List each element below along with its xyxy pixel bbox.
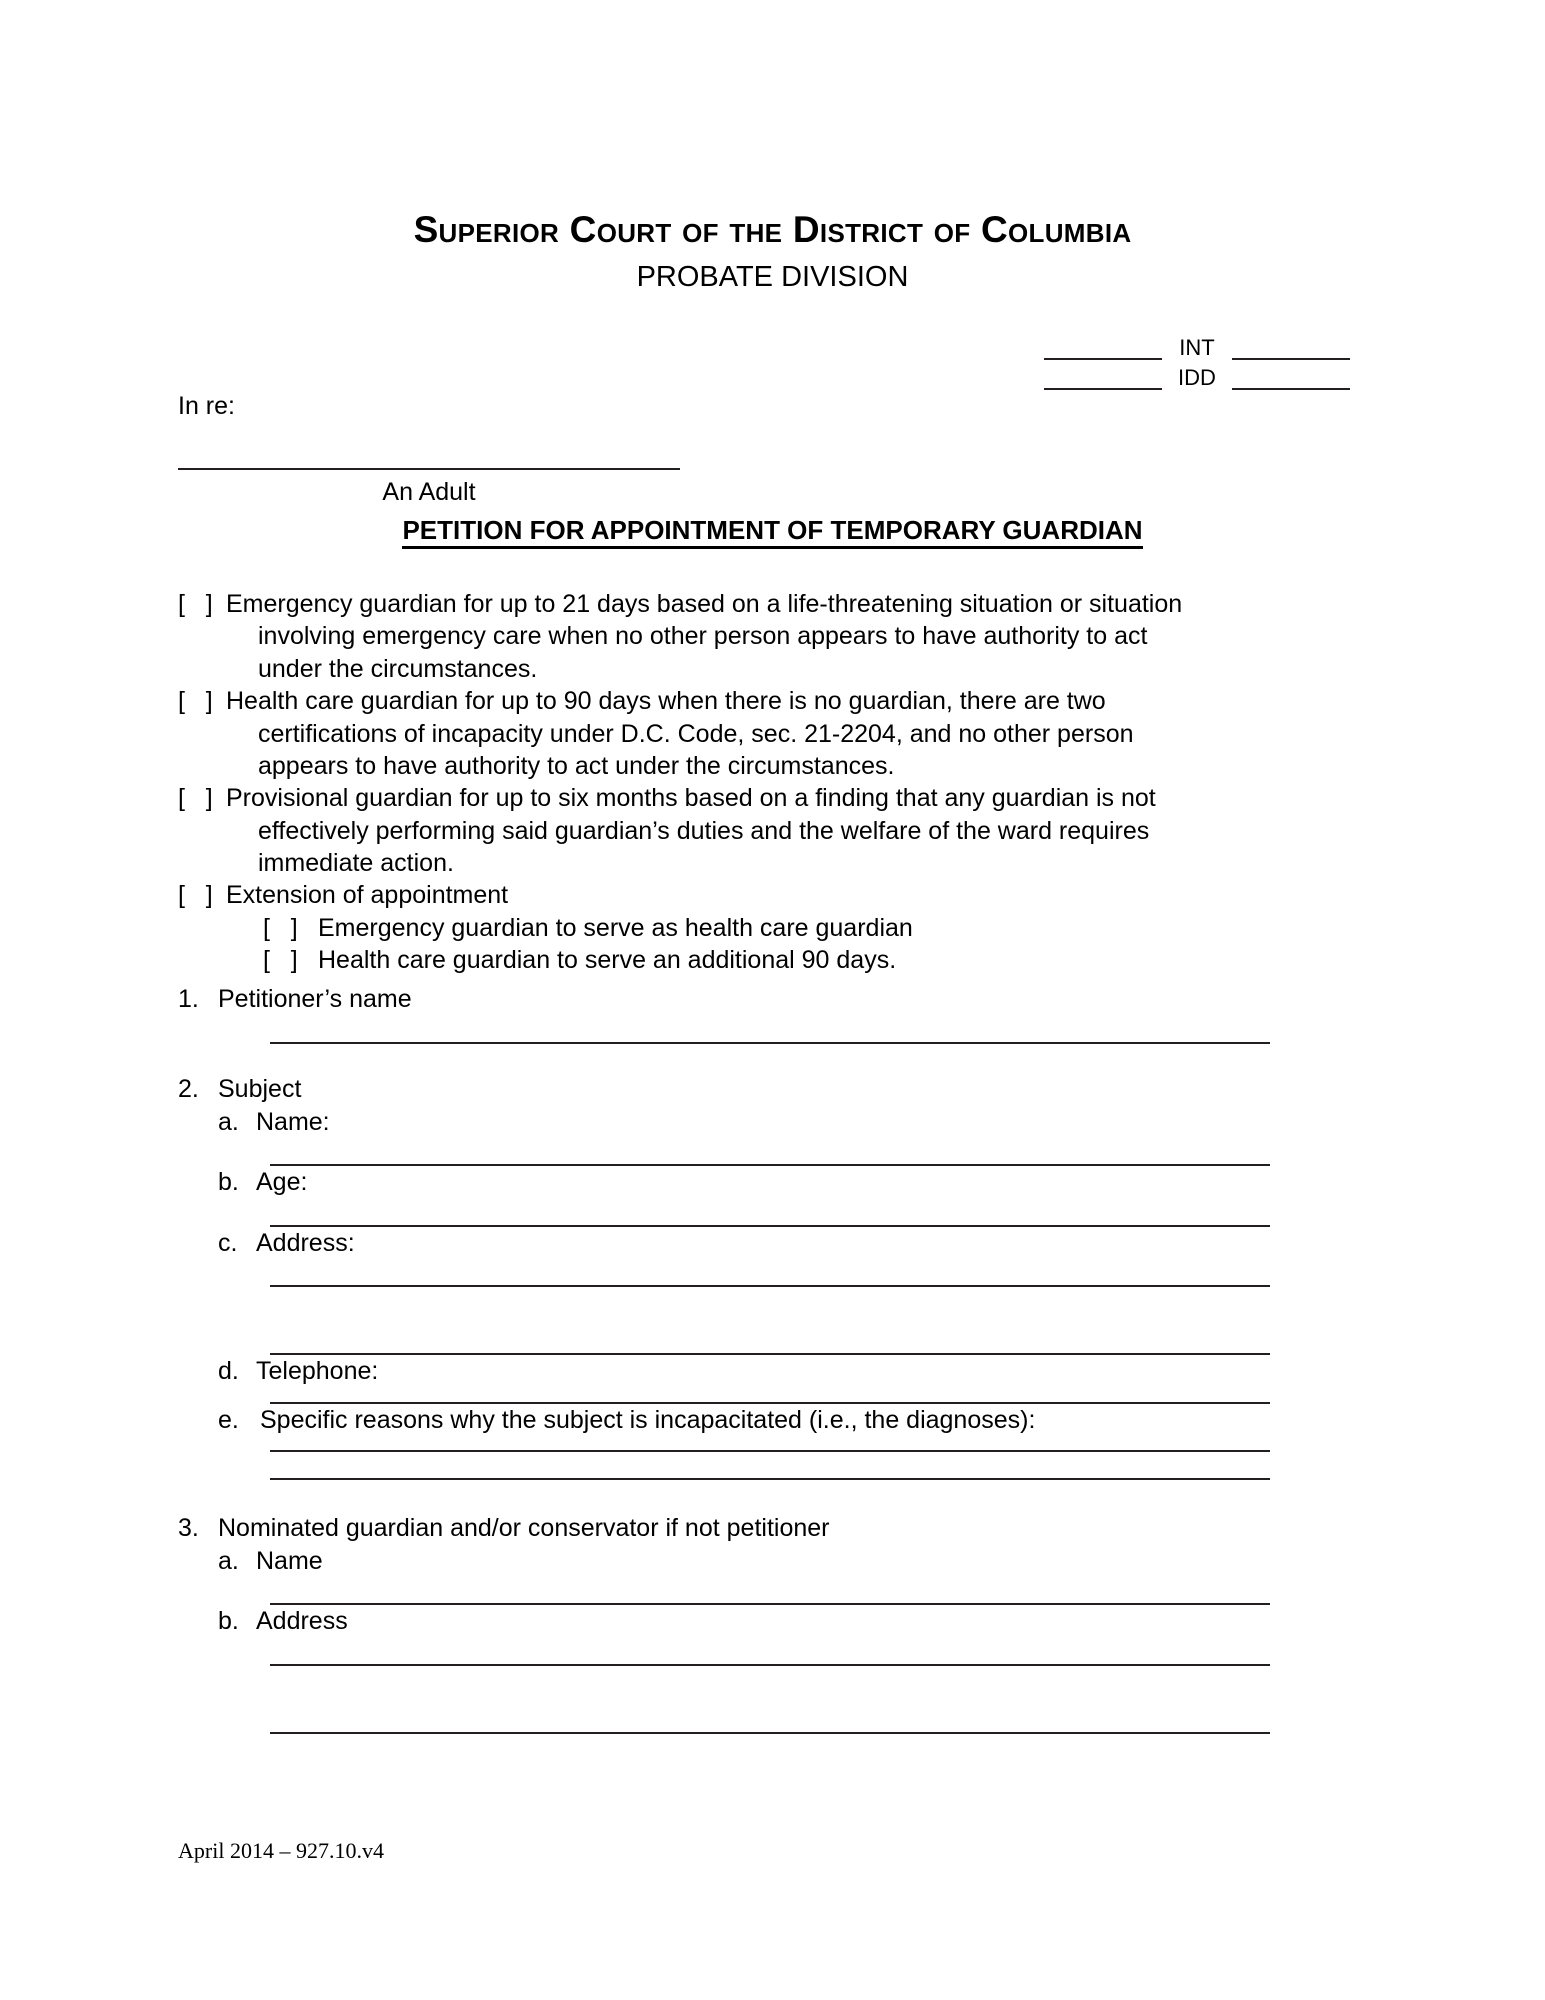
section-subject bbox=[178, 1073, 1358, 1480]
option-extension-of-appointment[interactable] bbox=[178, 879, 1356, 911]
int-blank-left[interactable] bbox=[1044, 338, 1162, 360]
option-line-1: Health care guardian for up to 90 days when there is no guardian, there are two bbox=[226, 687, 1106, 716]
option-line-2: effectively performing said guardian’s duties and the welfare of the ward requires bbox=[258, 816, 1150, 845]
checkbox-extension-additional-90-days[interactable]: [ ] bbox=[263, 946, 298, 975]
item3-heading bbox=[178, 1512, 1358, 1545]
option-extension-additional-90-days[interactable] bbox=[178, 944, 1356, 976]
idd-row bbox=[990, 360, 1350, 390]
subject-diagnoses-blank-2[interactable] bbox=[270, 1478, 1270, 1480]
option-health-care-guardian[interactable] bbox=[178, 685, 1356, 782]
section-petitioner-name bbox=[178, 983, 1358, 1044]
item2e-label: Specific reasons why the subject is incapacitated (i.e., the diagnoses): bbox=[260, 1405, 1036, 1434]
checkbox-provisional-guardian[interactable]: [ ] bbox=[178, 784, 213, 813]
option-line-3: under the circumstances. bbox=[258, 654, 538, 683]
option-line-2: certifications of incapacity under D.C. Code, sec. 21-2204, and no other person bbox=[258, 719, 1134, 748]
option-provisional-guardian-text bbox=[226, 782, 1356, 879]
case-code-block bbox=[990, 330, 1350, 390]
item2-marker: 2. bbox=[178, 1075, 199, 1103]
form-footer: April 2014 – 927.10.v4 bbox=[178, 1838, 384, 1863]
section-nominated-guardian bbox=[178, 1512, 1358, 1734]
option-provisional-guardian[interactable] bbox=[178, 782, 1356, 879]
item2c-label: Address: bbox=[256, 1228, 355, 1257]
idd-blank-right[interactable] bbox=[1232, 368, 1350, 390]
petition-title bbox=[0, 515, 1545, 546]
item2a-marker: a. bbox=[218, 1107, 239, 1136]
option-line-1: Provisional guardian for up to six months based on a finding that any guardian is not bbox=[226, 784, 1156, 813]
petitioner-name-blank[interactable] bbox=[270, 1042, 1270, 1044]
item1-marker: 1. bbox=[178, 985, 199, 1013]
guardian-type-list bbox=[178, 588, 1356, 977]
item2b-heading bbox=[178, 1166, 1358, 1199]
item1-label: Petitioner’s name bbox=[218, 985, 412, 1013]
in-re-label: In re: bbox=[178, 392, 235, 420]
item3-label: Nominated guardian and/or conservator if not petitioner bbox=[218, 1514, 830, 1542]
item2a-heading bbox=[178, 1106, 1358, 1139]
checkbox-emergency-guardian[interactable]: [ ] bbox=[178, 590, 213, 618]
item2c-marker: c. bbox=[218, 1228, 238, 1257]
item2a-label: Name: bbox=[256, 1107, 330, 1136]
item2c-heading bbox=[178, 1227, 1358, 1260]
checkbox-health-care-guardian[interactable]: [ ] bbox=[178, 687, 213, 716]
division-subtitle: PROBATE DIVISION bbox=[636, 261, 909, 293]
checkbox-extension-of-appointment[interactable]: [ ] bbox=[178, 881, 213, 910]
item2b-label: Age: bbox=[256, 1168, 308, 1196]
option-extension-emergency-to-health[interactable] bbox=[178, 912, 1356, 944]
idd-label: IDD bbox=[1178, 365, 1216, 390]
option-health-care-guardian-text bbox=[226, 685, 1356, 782]
int-blank-right[interactable] bbox=[1232, 338, 1350, 360]
item3a-heading bbox=[178, 1545, 1358, 1578]
item3a-marker: a. bbox=[218, 1546, 239, 1575]
int-row bbox=[990, 330, 1350, 360]
item1-heading bbox=[178, 983, 1358, 1016]
petition-title-text: PETITION FOR APPOINTMENT OF TEMPORARY GUARDIAN bbox=[402, 515, 1142, 549]
item2e-marker: e. bbox=[218, 1405, 239, 1434]
item2e-heading bbox=[178, 1404, 1358, 1437]
option-emergency-guardian-text bbox=[226, 588, 1356, 685]
option-emergency-guardian[interactable] bbox=[178, 588, 1356, 685]
option-line-1: Emergency guardian for up to 21 days based on a life-threatening situation or situation bbox=[226, 590, 1183, 618]
int-label: INT bbox=[1179, 335, 1215, 360]
item3b-heading bbox=[178, 1605, 1358, 1638]
subject-caption: An Adult bbox=[382, 478, 476, 506]
option-line-2: involving emergency care when no other person appears to have authority to act bbox=[258, 622, 1148, 651]
option-line-3: appears to have authority to act under the circumstances. bbox=[258, 751, 895, 780]
item3b-label: Address bbox=[256, 1607, 348, 1635]
item2d-marker: d. bbox=[218, 1357, 239, 1385]
item2d-label: Telephone: bbox=[256, 1357, 379, 1385]
court-title: Superior Court of the District of Columbia bbox=[413, 209, 1132, 250]
item2-heading bbox=[178, 1073, 1358, 1106]
option-extension-emergency-to-health-text: Emergency guardian to serve as health care guardian bbox=[318, 913, 913, 942]
item3a-label: Name bbox=[256, 1546, 323, 1575]
item3-marker: 3. bbox=[178, 1514, 199, 1542]
item3b-marker: b. bbox=[218, 1607, 239, 1635]
item2b-marker: b. bbox=[218, 1168, 239, 1196]
item2d-heading bbox=[178, 1355, 1358, 1388]
option-line-3: immediate action. bbox=[258, 849, 454, 877]
nominated-guardian-address-blank-2[interactable] bbox=[270, 1732, 1270, 1734]
option-extension-label: Extension of appointment bbox=[226, 881, 509, 910]
item2-label: Subject bbox=[218, 1075, 302, 1103]
checkbox-extension-emergency-to-health[interactable]: [ ] bbox=[263, 913, 298, 942]
subject-name-blank[interactable] bbox=[178, 468, 680, 470]
option-extension-additional-90-days-text: Health care guardian to serve an additional 90 days. bbox=[318, 946, 897, 975]
idd-blank-left[interactable] bbox=[1044, 368, 1162, 390]
